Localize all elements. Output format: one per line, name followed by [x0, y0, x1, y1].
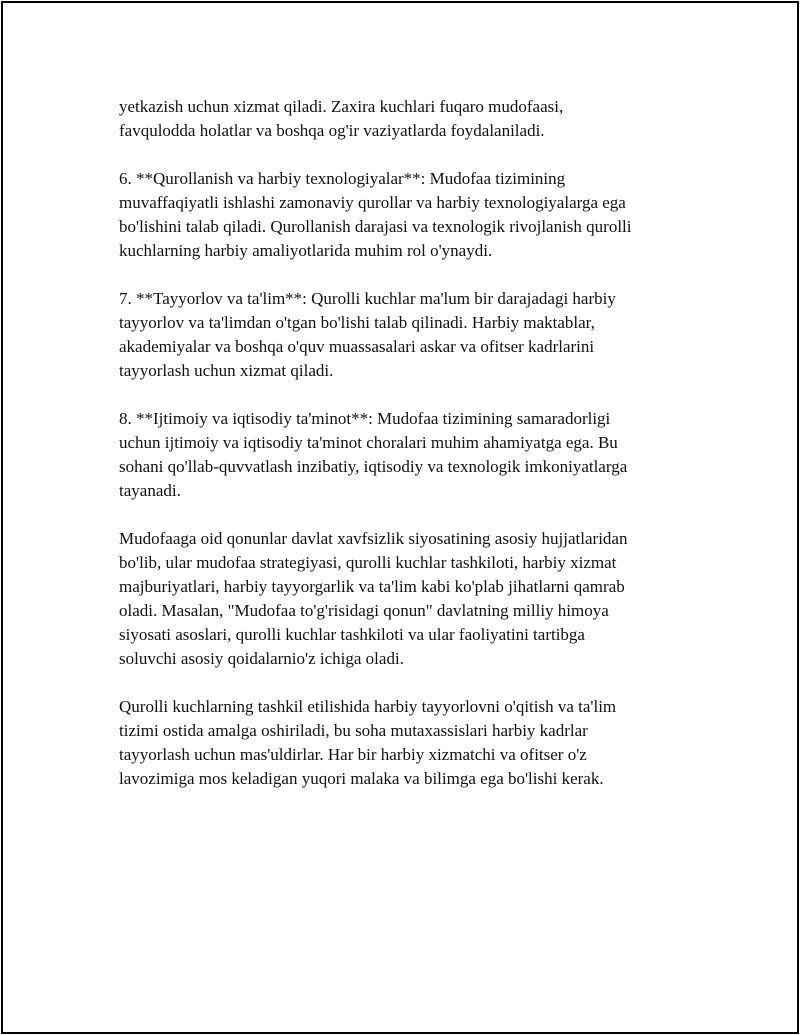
- paragraph-social-economic: [119, 407, 689, 503]
- text-line: favqulodda holatlar va boshqa og'ir vaziyatlarda foydalaniladi.: [119, 121, 545, 140]
- text-line: soluvchi asosiy qoidalarnio'z ichiga oladi.: [119, 649, 404, 668]
- text-line: 8. **Ijtimoiy va iqtisodiy ta'minot**: Mudofaa tizimining samaradorligi: [119, 409, 611, 428]
- text-line: tayyorlash uchun xizmat qiladi.: [119, 361, 334, 380]
- text-line: tayanadi.: [119, 481, 181, 500]
- paragraph-training: [119, 287, 689, 383]
- text-line: Mudofaaga oid qonunlar davlat xavfsizlik siyosatining asosiy hujjatlaridan: [119, 529, 628, 548]
- text-line: tayyorlash uchun mas'uldirlar. Har bir harbiy xizmatchi va ofitser o'z: [119, 745, 587, 764]
- paragraph-armed-forces-organization: [119, 695, 689, 791]
- paragraph-reserve-forces: [119, 95, 689, 143]
- text-line: Qurolli kuchlarning tashkil etilishida harbiy tayyorlovni o'qitish va ta'lim: [119, 697, 617, 716]
- paragraph-armament: [119, 167, 689, 263]
- text-line: majburiyatlari, harbiy tayyorgarlik va ta'lim kabi ko'plab jihatlarni qamrab: [119, 577, 625, 596]
- document-body: [119, 95, 689, 815]
- text-line: 7. **Tayyorlov va ta'lim**: Qurolli kuchlar ma'lum bir darajadagi harbiy: [119, 289, 616, 308]
- text-line: bo'lib, ular mudofaa strategiyasi, qurolli kuchlar tashkiloti, harbiy xizmat: [119, 553, 617, 572]
- text-line: muvaffaqiyatli ishlashi zamonaviy qurollar va harbiy texnologiyalarga ega: [119, 193, 626, 212]
- text-line: yetkazish uchun xizmat qiladi. Zaxira kuchlari fuqaro mudofaasi,: [119, 97, 564, 116]
- text-line: siyosati asoslari, qurolli kuchlar tashkiloti va ular faoliyatini tartibga: [119, 625, 585, 644]
- text-line: 6. **Qurollanish va harbiy texnologiyalar**: Mudofaa tizimining: [119, 169, 566, 188]
- page-frame: [1, 1, 799, 1034]
- text-line: bo'lishini talab qiladi. Qurollanish darajasi va texnologik rivojlanish qurolli: [119, 217, 632, 236]
- text-line: sohani qo'llab-quvvatlash inzibatiy, iqtisodiy va texnologik imkoniyatlarga: [119, 457, 628, 476]
- text-line: oladi. Masalan, "Mudofaa to'g'risidagi qonun" davlatning milliy himoya: [119, 601, 609, 620]
- text-line: akademiyalar va boshqa o'quv muassasalari askar va ofitser kadrlarini: [119, 337, 595, 356]
- text-line: tayyorlov va ta'limdan o'tgan bo'lishi talab qilinadi. Harbiy maktablar,: [119, 313, 595, 332]
- text-line: uchun ijtimoiy va iqtisodiy ta'minot choralari muhim ahamiyatga ega. Bu: [119, 433, 618, 452]
- text-line: kuchlarning harbiy amaliyotlarida muhim rol o'ynaydi.: [119, 241, 493, 260]
- paragraph-defense-laws: [119, 527, 689, 671]
- text-line: tizimi ostida amalga oshiriladi, bu soha mutaxassislari harbiy kadrlar: [119, 721, 588, 740]
- text-line: lavozimiga mos keladigan yuqori malaka va bilimga ega bo'lishi kerak.: [119, 769, 604, 788]
